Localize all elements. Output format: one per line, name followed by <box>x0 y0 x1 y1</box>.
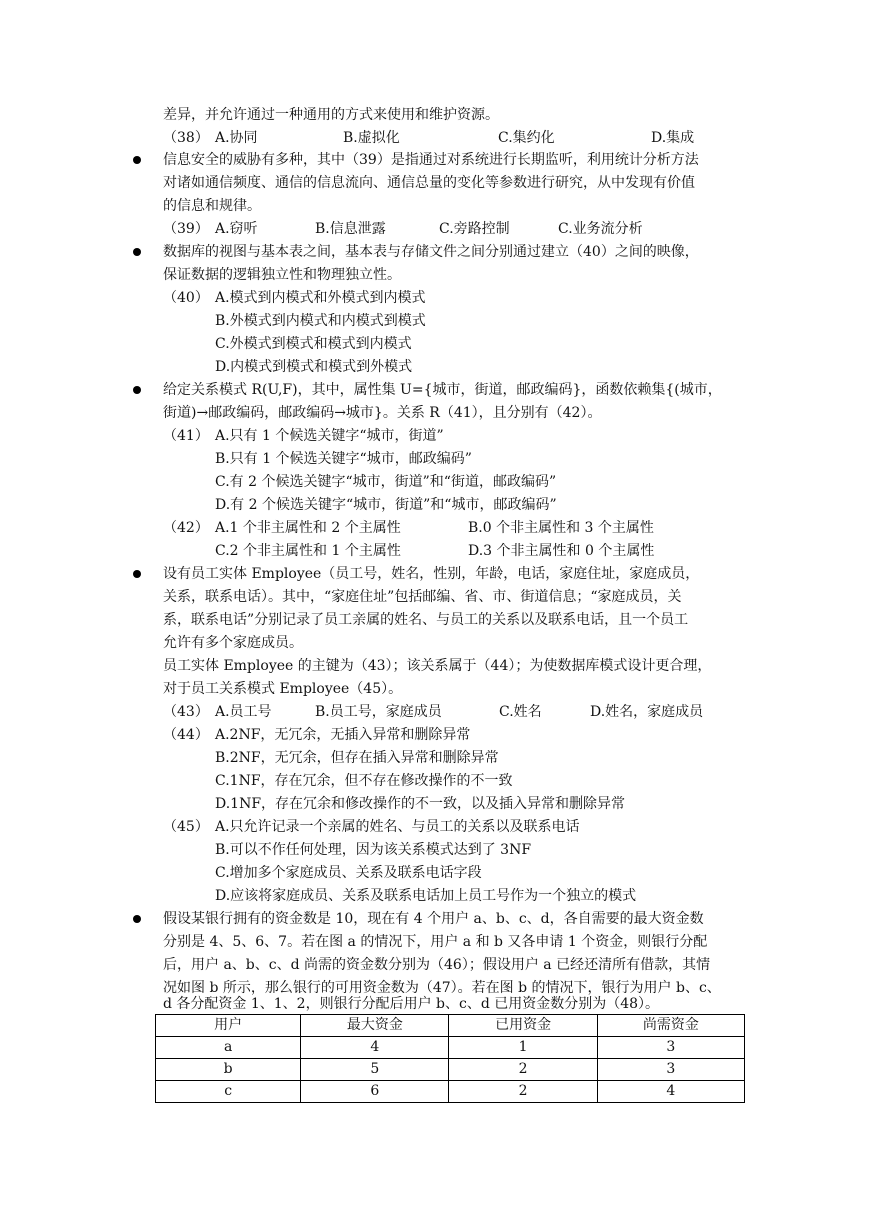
bullet-icon <box>133 248 141 256</box>
option-c: C.2 个非主属性和 1 个主属性 <box>215 543 401 559</box>
option-b: B.信息泄露 <box>315 221 386 237</box>
paragraph-line: 分别是 4、5、6、7。若在图 a 的情况下，用户 a 和 b 又各申请 1 个资金，则银行分配 <box>163 934 708 950</box>
paragraph-line: 差异，并允许通过一种通用的方式来使用和维护资源。 <box>163 107 499 123</box>
table-header-cell: 最大资金 <box>301 1015 449 1037</box>
question-number: （41） <box>163 428 209 444</box>
paragraph-line: 设有员工实体 Employee（员工号，姓名，性别，年龄，电话，家庭住址，家庭成员， <box>163 566 700 582</box>
bullet-icon <box>133 156 141 164</box>
bullet-icon <box>133 915 141 923</box>
option-c: C.有 2 个候选关键字“城市，街道”和“街道，邮政编码” <box>215 474 557 490</box>
table-cell: a <box>156 1037 301 1059</box>
option-d: D.3 个非主属性和 0 个主属性 <box>468 543 655 559</box>
table-cell: 6 <box>301 1081 449 1103</box>
table-row <box>156 1081 745 1103</box>
table-cell: 3 <box>597 1059 744 1081</box>
option-d: D.1NF，存在冗余和修改操作的不一致，以及插入异常和删除异常 <box>215 796 626 812</box>
option-a: A.2NF，无冗余，无插入异常和删除异常 <box>215 727 471 743</box>
option-d: D.集成 <box>651 130 695 146</box>
table-row <box>156 1059 745 1081</box>
option-d: C.业务流分析 <box>558 221 643 237</box>
table-cell: 1 <box>449 1037 597 1059</box>
option-a: A.1 个非主属性和 2 个主属性 <box>215 520 401 536</box>
paragraph-line: 对于员工关系模式 Employee（45）。 <box>163 681 403 697</box>
option-a: A.只允许记录一个亲属的姓名、与员工的关系以及联系电话 <box>215 819 580 835</box>
paragraph-line: 假设某银行拥有的资金数是 10，现在有 4 个用户 a、b、c、d，各自需要的最大资金数 <box>163 911 704 927</box>
paragraph-line: 员工实体 Employee 的主键为（43）；该关系属于（44）；为使数据库模式设计更合理， <box>163 658 712 674</box>
option-d: D.姓名，家庭成员 <box>590 704 704 720</box>
table-header-cell: 用户 <box>156 1015 301 1037</box>
question-number: （42） <box>163 520 209 536</box>
option-a: A.只有 1 个候选关键字“城市，街道” <box>215 428 444 444</box>
table-header-row <box>156 1015 745 1037</box>
option-c: C.1NF，存在冗余，但不存在修改操作的不一致 <box>215 773 513 789</box>
table-cell: 4 <box>597 1081 744 1103</box>
option-a: A.窃听 <box>215 221 258 237</box>
paragraph-line: 系，联系电话”分别记录了员工亲属的姓名、与员工的关系以及联系电话，且一个员工 <box>163 612 689 628</box>
option-c: C.外模式到模式和模式到内模式 <box>215 336 412 352</box>
paragraph-line: 给定关系模式 R(U,F)，其中，属性集 U={城市，街道，邮政编码}，函数依赖集{(城市， <box>163 382 722 398</box>
table-cell: c <box>156 1081 301 1103</box>
resource-table <box>155 1014 745 1103</box>
paragraph-line: 保证数据的逻辑独立性和物理独立性。 <box>163 267 401 283</box>
option-d: D.有 2 个候选关键字“城市，街道”和“城市，邮政编码” <box>215 497 557 513</box>
table-cell: 2 <box>449 1059 597 1081</box>
paragraph-line: 信息安全的威胁有多种，其中（39）是指通过对系统进行长期监听，利用统计分析方法 <box>163 152 699 168</box>
option-b: B.外模式到内模式和内模式到模式 <box>215 313 426 329</box>
bullet-icon <box>133 570 141 578</box>
question-number: （45） <box>163 819 209 835</box>
question-number: （38） <box>163 130 209 146</box>
option-c: C.集约化 <box>498 130 555 146</box>
table-cell: 2 <box>449 1081 597 1103</box>
table-cell: b <box>156 1059 301 1081</box>
option-b: B.员工号，家庭成员 <box>315 704 442 720</box>
option-b: B.虚拟化 <box>343 130 400 146</box>
table-row <box>156 1037 745 1059</box>
table-header-cell: 已用资金 <box>449 1015 597 1037</box>
question-number: （40） <box>163 290 209 306</box>
option-a: A.员工号 <box>215 704 272 720</box>
question-number: （43） <box>163 704 209 720</box>
table-cell: 5 <box>301 1059 449 1081</box>
question-number: （44） <box>163 727 209 743</box>
table-cell: 4 <box>301 1037 449 1059</box>
paragraph-line: 街道)→邮政编码，邮政编码→城市}。关系 R（41），且分别有（42）。 <box>163 405 602 421</box>
bullet-icon <box>133 386 141 394</box>
paragraph-line: 允许有多个家庭成员。 <box>163 635 303 651</box>
paragraph-line: 数据库的视图与基本表之间，基本表与存储文件之间分别通过建立（40）之间的映像， <box>163 244 699 260</box>
table-header-cell: 尚需资金 <box>597 1015 744 1037</box>
paragraph-line: 况如图 b 所示，那么银行的可用资金数为（47）。若在图 b 的情况下，银行为用户 b、c、 <box>163 980 721 996</box>
question-number: （39） <box>163 221 209 237</box>
paragraph-line: 关系，联系电话）。其中，“家庭住址”包括邮编、省、市、街道信息；“家庭成员，关 <box>163 589 682 605</box>
option-b: B.可以不作任何处理，因为该关系模式达到了 3NF <box>215 842 532 858</box>
option-c: C.增加多个家庭成员、关系及联系电话字段 <box>215 865 482 881</box>
option-b: B.2NF，无冗余，但存在插入异常和删除异常 <box>215 750 499 766</box>
paragraph-line: 对诸如通信频度、通信的信息流向、通信总量的变化等参数进行研究，从中发现有价值 <box>163 175 695 191</box>
option-b: B.0 个非主属性和 3 个主属性 <box>468 520 654 536</box>
table-cell: 3 <box>597 1037 744 1059</box>
paragraph-line: 的信息和规律。 <box>163 198 261 214</box>
paragraph-line: 后，用户 a、b、c、d 尚需的资金数分别为（46）；假设用户 a 已经还清所有借款，其情 <box>163 957 711 973</box>
option-d: D.应该将家庭成员、关系及联系电话加上员工号作为一个独立的模式 <box>215 888 637 904</box>
option-d: D.内模式到模式和模式到外模式 <box>215 359 413 375</box>
option-a: A.模式到内模式和外模式到内模式 <box>215 290 426 306</box>
option-a: A.协同 <box>215 130 258 146</box>
option-b: B.只有 1 个候选关键字“城市，邮政编码” <box>215 451 472 467</box>
option-c: C.旁路控制 <box>439 221 510 237</box>
option-c: C.姓名 <box>499 704 542 720</box>
paragraph-line: d 各分配资金 1、1、2，则银行分配后用户 b、c、d 已用资金数分别为（48）。 <box>163 996 660 1012</box>
